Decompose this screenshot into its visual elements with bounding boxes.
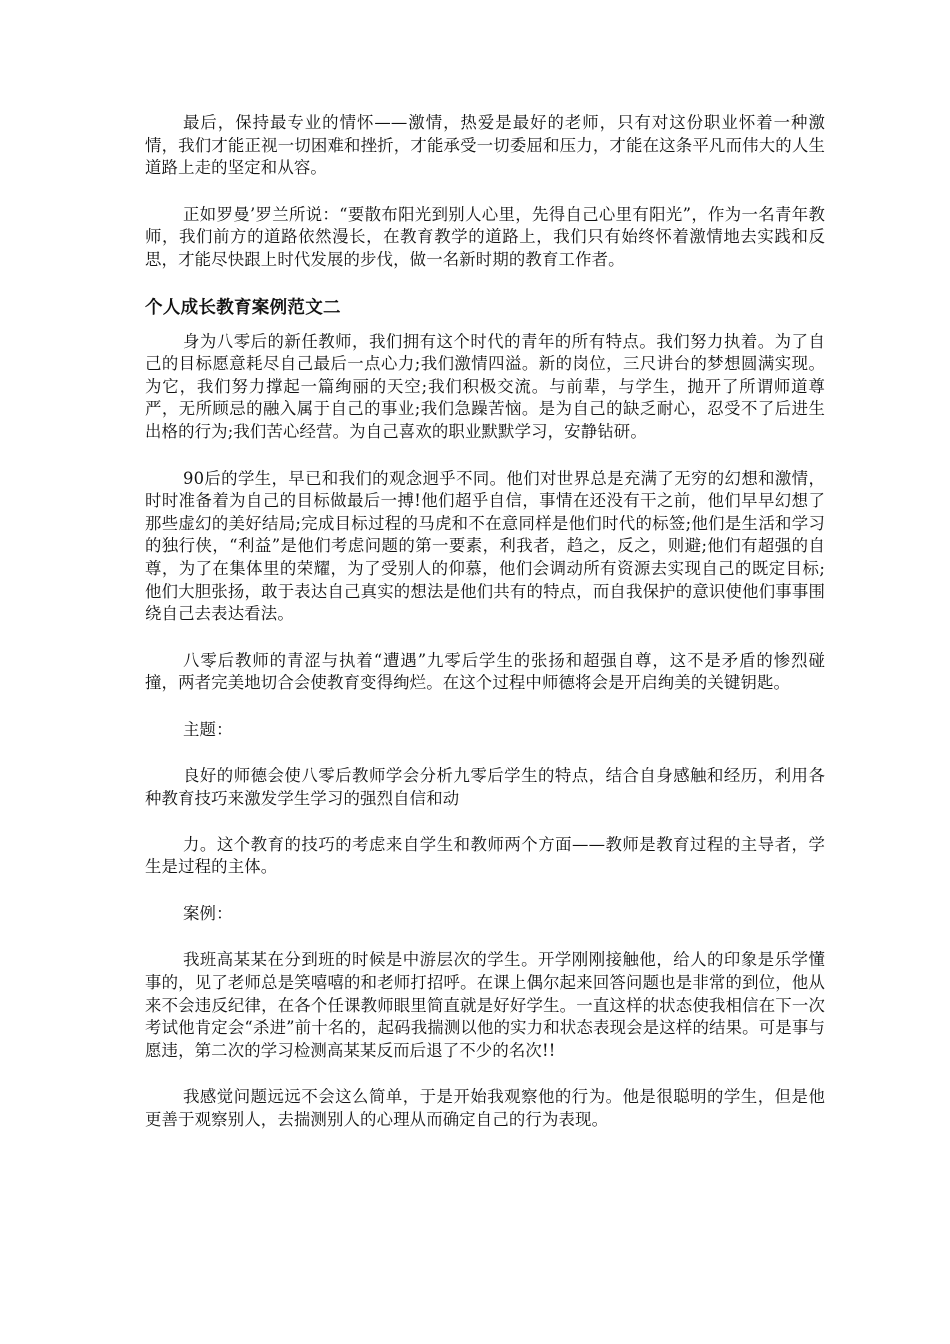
paragraph-romain-rolland-quote: 正如罗曼’罗兰所说：“要散布阳光到别人心里，先得自己心里有阳光”，作为一名青年教师，我们前方的道路依然漫长，在教育教学的道路上，我们只有始终怀着激情地去实践和反思，才能尽快跟上时代发展的步伐，做一名新时期的教育工作者。 xyxy=(145,204,825,269)
paragraph-theme-body: 良好的师德会使八零后教师学会分析九零后学生的特点，结合自身感触和经历，利用各种教育技巧来激发学生学习的强烈自信和动 xyxy=(145,766,825,809)
paragraph-passion: 最后，保持最专业的情怀——激情，热爱是最好的老师，只有对这份职业怀着一种激情，我们才能正视一切困难和挫折，才能承受一切委屈和压力，才能在这条平凡而伟大的人生道路上走的坚定和从容。 xyxy=(145,113,825,178)
paragraph-case-label: 案例： xyxy=(183,903,233,923)
paragraph-theme-label: 主题： xyxy=(183,719,233,739)
section-heading: 个人成长教育案例范文二 xyxy=(145,297,341,318)
paragraph-case-observation: 我感觉问题远远不会这么简单，于是开始我观察他的行为。他是很聪明的学生，但是他更善于观察别人，去揣测别人的心理从而确定自己的行为表现。 xyxy=(145,1087,825,1129)
paragraph-post90-students: 90后的学生，早已和我们的观念迥乎不同。他们对世界总是充满了无穷的幻想和激情，时时准备着为自己的目标做最后一搏!他们超乎自信，事情在还没有干之前，他们早早幻想了那些虚幻的美好结局;完成目标过程的马虎和不在意同样是他们时代的标签;他们是生活和学习的独行侠，“利益”是他们考虑问题的第一要素，利我者，趋之，反之，则避;他们有超强的自尊，为了在集体里的荣耀，为了受别人的仰慕，他们会调动所有资源去实现自己的既定目标;他们大胆张扬，敢于表达自己真实的想法是他们共有的特点，而自我保护的意识使他们事事围绕自己去表达看法。 xyxy=(145,468,825,624)
paragraph-theme-continued: 力。这个教育的技巧的考虑来自学生和教师两个方面——教师是教育过程的主导者，学生是过程的主体。 xyxy=(145,834,825,877)
paragraph-case-student: 我班高某某在分到班的时候是中游层次的学生。开学刚刚接触他，给人的印象是乐学懂事的，见了老师总是笑嘻嘻的和老师打招呼。在课上偶尔起来回答问题也是非常的到位，他从来不会违反纪律，在各个任课教师眼里简直就是好好学生。一直这样的状态使我相信在下一次考试他肯定会“杀进”前十名的，起码我揣测以他的实力和状态表现会是这样的结果。可是事与愿违，第二次的学习检测高某某反而后退了不少的名次!! xyxy=(145,950,825,1060)
paragraph-encounter: 八零后教师的青涩与执着“遭遇”九零后学生的张扬和超强自尊，这不是矛盾的惨烈碰撞，两者完美地切合会使教育变得绚烂。在这个过程中师德将会是开启绚美的关键钥匙。 xyxy=(145,650,825,693)
paragraph-post80-teachers: 身为八零后的新任教师，我们拥有这个时代的青年的所有特点。我们努力执着。为了自己的目标愿意耗尽自己最后一点心力;我们激情四溢。新的岗位，三尺讲台的梦想圆满实现。为它，我们努力撑起一篇绚丽的天空;我们积极交流。与前辈，与学生，抛开了所谓师道尊严，无所顾忌的融入属于自己的事业;我们急躁苦恼。是为自己的缺乏耐心，忍受不了后进生出格的行为;我们苦心经营。为自己喜欢的职业默默学习，安静钻研。 xyxy=(145,331,825,441)
document-page xyxy=(145,112,825,1156)
